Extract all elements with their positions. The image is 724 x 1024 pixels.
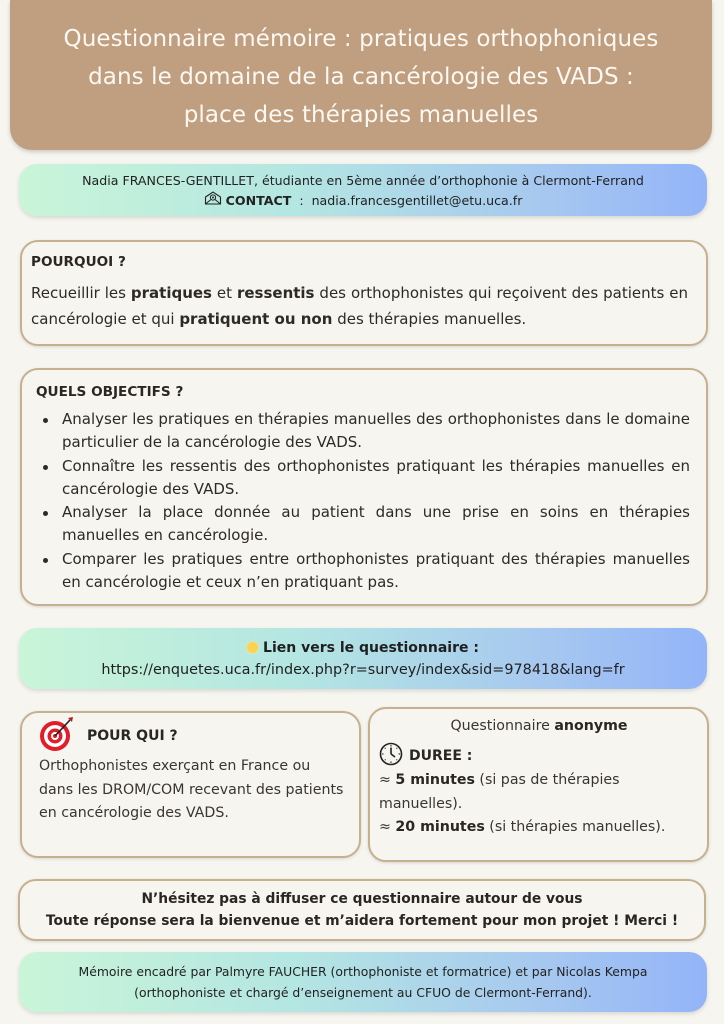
share-card <box>18 879 706 941</box>
clock-icon <box>379 742 403 770</box>
objective-item: Comparer les pratiques entre orthophonistes pratiquant des thérapies manuelles en cancérologie et ceux n’en pratiquant pas. <box>62 548 690 595</box>
objective-item: Analyser la place donnée au patient dans une prise en soins en thérapies manuelles en cancérologie. <box>62 501 690 548</box>
title-banner <box>10 0 712 150</box>
author-banner <box>19 164 707 216</box>
title-line-2: dans le domaine de la cancérologie des VADS : <box>88 64 634 90</box>
duration-short: ≈ 5 minutes (si pas de thérapies manuelles). <box>379 772 620 812</box>
why-card <box>20 240 708 346</box>
supervision-line-2: (orthophoniste et chargé d’enseignement au CFUO de Clermont-Ferrand). <box>134 985 592 1000</box>
author-line: Nadia FRANCES-GENTILLET, étudiante en 5ème année d’orthophonie à Clermont-Ferrand <box>82 172 644 188</box>
share-line-2: Toute réponse sera la bienvenue et m’aidera fortement pour mon projet ! Merci ! <box>45 913 679 929</box>
why-heading: POURQUOI ? <box>31 254 126 270</box>
duration-card <box>368 707 709 862</box>
contact-email-link[interactable]: nadia.francesgentillet@etu.uca.fr <box>311 192 523 208</box>
link-title-row <box>247 637 479 659</box>
objective-item: Analyser les pratiques en thérapies manuelles des orthophonistes dans le domaine particulier de la cancérologie des VADS. <box>62 408 690 455</box>
duration-heading: DUREE : <box>409 748 473 764</box>
objectives-card <box>20 368 708 606</box>
objectives-list <box>36 408 690 594</box>
title-line-1: Questionnaire mémoire : pratiques orthophoniques <box>63 26 659 52</box>
survey-link-banner <box>19 628 707 689</box>
objective-item: Connaître les ressentis des orthophonistes pratiquant les thérapies manuelles en cancérologie des VADS. <box>62 455 690 502</box>
envelope-icon <box>204 191 222 211</box>
objectives-heading: QUELS OBJECTIFS ? <box>36 384 184 400</box>
contact-separator: : <box>295 192 308 208</box>
title-line-3: place des thérapies manuelles <box>183 102 539 128</box>
share-line-1: N’hésitez pas à diffuser ce questionnaire autour de vous <box>141 891 583 907</box>
contact-label: CONTACT <box>225 192 292 208</box>
why-text: Recueillir les pratiques et ressentis des orthophonistes qui reçoivent des patients en cancérologie et qui pratiquent ou non des thérapies manuelles. <box>31 284 688 328</box>
supervision-line-1: Mémoire encadré par Palmyre FAUCHER (orthophoniste et formatrice) et par Nicolas Kempa <box>78 964 648 979</box>
anonymous-line: Questionnaire anonyme <box>450 718 628 734</box>
link-title: Lien vers le questionnaire : <box>263 639 479 656</box>
target-icon <box>39 716 75 756</box>
supervision-banner <box>19 952 707 1012</box>
duration-long: ≈ 20 minutes (si thérapies manuelles). <box>379 819 666 835</box>
audience-header <box>39 721 347 751</box>
pointing-hand-icon <box>247 642 258 653</box>
audience-card <box>20 711 361 858</box>
survey-url-link[interactable]: https://enquetes.uca.fr/index.php?r=survey/index&sid=978418&lang=fr <box>101 661 625 678</box>
contact-line <box>204 191 523 211</box>
audience-heading: POUR QUI ? <box>87 728 178 744</box>
audience-text: Orthophonistes exerçant en France ou dans les DROM/COM recevant des patients en cancérologie des VADS. <box>39 758 344 821</box>
duration-header <box>379 744 699 768</box>
